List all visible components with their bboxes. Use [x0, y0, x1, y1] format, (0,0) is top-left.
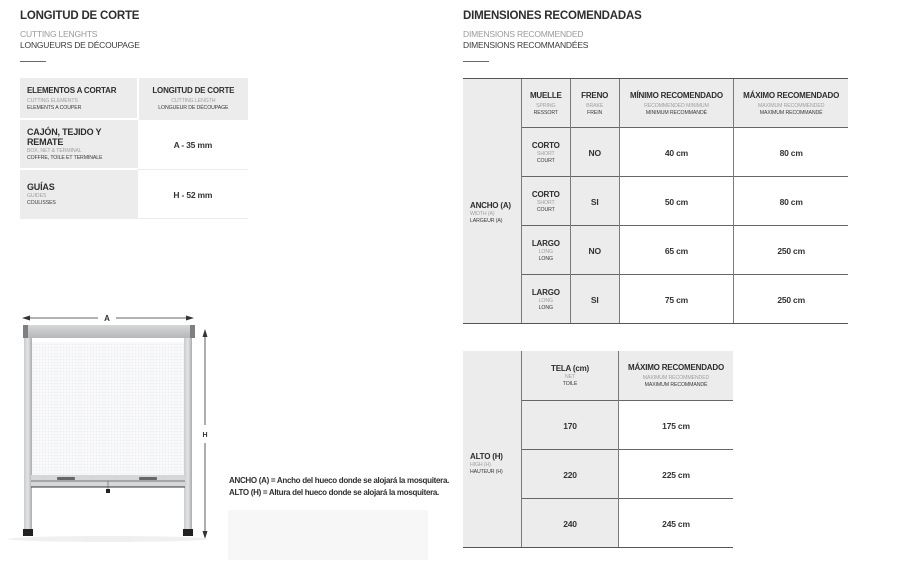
spring-en: SHORT — [537, 199, 555, 206]
height-row-label-cell — [463, 351, 522, 547]
min-cell — [619, 177, 734, 226]
right-foot — [183, 529, 193, 536]
brake-cell — [570, 128, 619, 177]
width-row-label-cell — [463, 79, 521, 324]
brake-cell — [570, 177, 619, 226]
brake-cell — [570, 275, 619, 324]
header-es: MUELLE — [529, 90, 562, 100]
spring-fr: LONG — [538, 255, 553, 262]
table-row — [463, 275, 848, 324]
header-en: CUTTING ELEMENTS — [27, 97, 78, 104]
row-value-cell — [138, 169, 248, 219]
header-fr: LONGUEUR DE DÉCOUPAGE — [158, 104, 229, 111]
max-value: 175 cm — [662, 420, 690, 431]
max-value: 250 cm — [777, 246, 805, 256]
max-cell — [734, 275, 848, 324]
max-cell — [734, 177, 848, 226]
row-value-cell — [138, 119, 248, 169]
cutting-length-value: A - 35 mm — [173, 140, 213, 150]
row-label-en: HIGH (H) — [470, 462, 491, 469]
row-label-es: GUÍAS — [27, 182, 55, 192]
header-en: SPRING — [536, 102, 556, 109]
max-value: 80 cm — [779, 197, 803, 207]
width-label: A — [104, 314, 110, 323]
header-es: MÁXIMO RECOMENDADO — [743, 90, 840, 100]
header-cell-min — [619, 79, 734, 128]
roller-box — [23, 325, 195, 338]
mosquito-screen-diagram — [0, 305, 230, 560]
spring-cell — [521, 177, 570, 226]
net-value: 170 — [563, 420, 577, 431]
brake-value: SI — [590, 197, 599, 207]
caption-height-line: ALTO (H) = Altura del hueco donde se alojará la mosquitera. — [229, 488, 439, 497]
brake-value: NO — [588, 148, 601, 158]
recommended-dimensions-subtitle-fr: DIMENSIONS RECOMMANDÉES — [463, 40, 589, 50]
section-divider — [20, 61, 46, 62]
row-label-cell — [20, 119, 138, 169]
header-en: MAXIMUM RECOMMENDED — [642, 374, 710, 381]
table-row — [463, 226, 848, 275]
recommended-dimensions-title: DIMENSIONES RECOMENDADAS — [463, 10, 642, 22]
header-es: LONGITUD DE CORTE — [152, 85, 235, 95]
table-row — [20, 169, 248, 219]
table-row — [463, 177, 848, 226]
spring-es: CORTO — [531, 189, 560, 199]
max-cell — [619, 498, 734, 547]
brake-cell — [570, 226, 619, 275]
table-row — [20, 119, 248, 169]
max-cell — [734, 226, 848, 275]
max-value: 80 cm — [779, 148, 803, 158]
left-guide-rail — [24, 335, 32, 535]
header-en: BRAKE — [586, 102, 604, 109]
row-label-es: ANCHO (A) — [470, 200, 511, 210]
min-cell — [619, 128, 734, 177]
header-fr: MAXIMUM RECOMMANDÉ — [759, 109, 823, 116]
header-fr: FREIN — [587, 109, 603, 116]
max-value: 245 cm — [662, 518, 690, 529]
header-cell-spring — [521, 79, 570, 128]
header-en: MAXIMUM RECOMMENDED — [757, 102, 825, 109]
spring-fr: COURT — [536, 206, 555, 213]
caption-background — [228, 510, 428, 560]
row-label-es: ALTO (H) — [470, 452, 503, 462]
cutting-lengths-table — [20, 78, 248, 219]
cutting-lengths-subtitle-fr: LONGUEURS DE DÉCOUPAGE — [20, 40, 140, 50]
min-cell — [619, 275, 734, 324]
spring-fr: COURT — [536, 157, 555, 164]
row-label-fr: COULISSES — [27, 200, 56, 206]
header-fr: RESSORT — [533, 109, 558, 116]
min-value: 50 cm — [664, 197, 688, 207]
header-cell-net — [522, 351, 619, 400]
header-fr: MAXIMUM RECOMMANDÉ — [644, 381, 708, 388]
header-en: CUTTING LENGTH — [171, 97, 216, 104]
min-value: 65 cm — [664, 246, 688, 256]
header-es: ELEMENTOS A CORTAR — [27, 85, 117, 95]
min-value: 40 cm — [664, 148, 688, 158]
net-value: 240 — [563, 518, 577, 529]
max-value: 225 cm — [662, 469, 690, 480]
header-cell-length — [138, 78, 248, 119]
table-row — [463, 128, 848, 177]
spring-en: LONG — [538, 297, 553, 304]
row-label-fr: HAUTEUR (H) — [470, 469, 503, 476]
row-label-en: GUIDES — [27, 193, 47, 199]
min-value: 75 cm — [664, 295, 688, 305]
header-fr: ELEMENTS A COUPER — [27, 104, 82, 111]
net-cell — [522, 498, 619, 547]
table-header-row — [463, 79, 848, 128]
section-divider — [463, 61, 489, 62]
pull-handle — [106, 489, 110, 493]
net-cell — [522, 400, 619, 449]
spring-cell — [521, 128, 570, 177]
header-es: MÁXIMO RECOMENDADO — [628, 362, 724, 372]
mesh-net — [32, 342, 184, 475]
header-cell-max — [734, 79, 848, 128]
header-cell-max — [619, 351, 734, 400]
table-header-row — [20, 78, 248, 119]
cutting-lengths-title: LONGITUD DE CORTE — [20, 10, 140, 22]
header-en: RECOMMENDED MINIMUM — [644, 102, 709, 109]
min-cell — [619, 226, 734, 275]
brake-value: SI — [590, 295, 599, 305]
cutting-lengths-subtitle-en: CUTTING LENGHTS — [20, 29, 98, 39]
table-header-row — [463, 351, 733, 400]
recommended-dimensions-subtitle-en: DIMENSIONS RECOMMENDED — [463, 29, 584, 39]
right-guide-rail — [184, 335, 192, 535]
max-cell — [619, 400, 734, 449]
left-foot — [23, 529, 33, 536]
height-recommendations-table — [463, 351, 733, 548]
net-cell — [522, 449, 619, 498]
spring-en: SHORT — [537, 150, 555, 157]
row-label-cell — [20, 169, 138, 219]
height-label: H — [202, 432, 208, 439]
header-en: NET — [564, 373, 576, 380]
spring-es: LARGO — [531, 238, 560, 248]
brake-value: NO — [588, 246, 601, 256]
spring-es: CORTO — [531, 140, 560, 150]
header-cell-brake — [570, 79, 619, 128]
width-recommendations-table — [463, 78, 848, 324]
header-fr: MINIMUM RECOMMANDÉ — [645, 109, 707, 116]
spring-cell — [521, 226, 570, 275]
row-label-en: WIDTH (A) — [470, 210, 495, 217]
spring-es: LARGO — [531, 287, 560, 297]
row-label-es: CAJÓN, TEJIDO Y REMATE — [27, 127, 102, 147]
net-value: 220 — [563, 469, 577, 480]
header-es: FRENO — [581, 90, 609, 100]
max-value: 250 cm — [777, 295, 805, 305]
spring-fr: LONG — [538, 304, 553, 311]
max-cell — [619, 449, 734, 498]
spring-cell — [521, 275, 570, 324]
header-es: MÍNIMO RECOMENDADO — [630, 90, 723, 100]
max-cell — [734, 128, 848, 177]
spring-en: LONG — [538, 248, 553, 255]
header-fr: TOILE — [562, 380, 578, 387]
row-label-fr: LARGEUR (A) — [470, 217, 503, 224]
row-label-fr: COFFRE, TOILE ET TERMINALE — [27, 155, 103, 161]
header-es: TELA (cm) — [551, 363, 589, 373]
header-cell-elements — [20, 78, 138, 119]
row-label-en: BOX, NET & TERMINAL — [27, 148, 82, 154]
dimension-caption — [229, 475, 449, 499]
cutting-length-value: H - 52 mm — [173, 189, 213, 200]
caption-width-line: ANCHO (A) = Ancho del hueco donde se alojará la mosquitera. — [229, 476, 450, 485]
